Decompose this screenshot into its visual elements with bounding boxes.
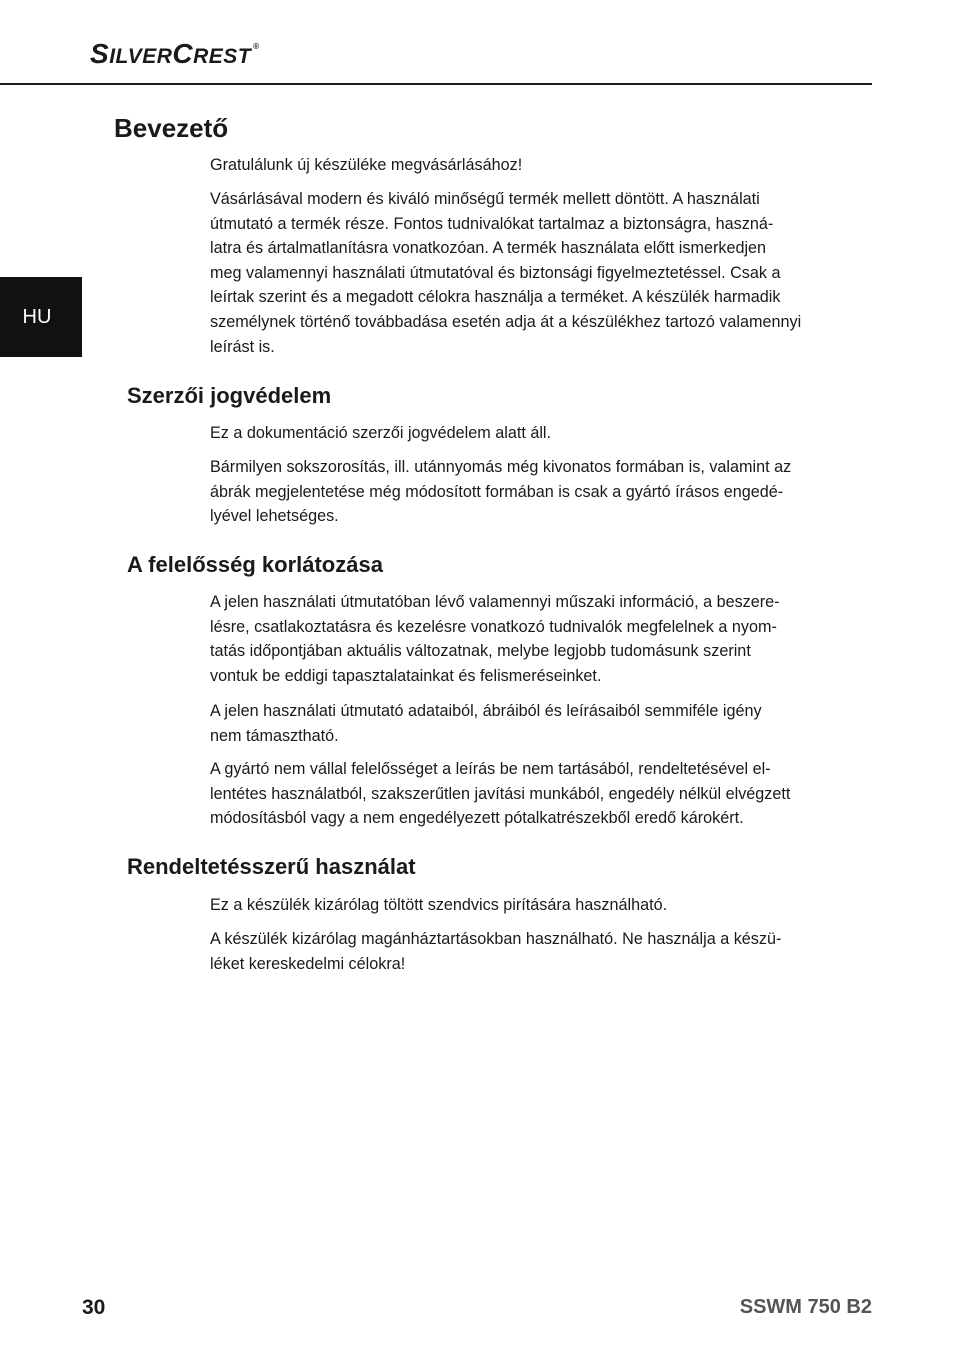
- text-line: Bármilyen sokszorosítás, ill. utánnyomás még kivonatos formában is, valamint az: [210, 458, 792, 476]
- text-line: A jelen használati útmutatóban lévő valamennyi műszaki információ, a beszere-: [210, 593, 780, 611]
- text-line: A jelen használati útmutató adataiból, ábráiból és leírásaiból semmiféle igény: [210, 702, 762, 720]
- language-tab: [0, 277, 82, 357]
- text-line: Ez a dokumentáció szerzői jogvédelem alatt áll.: [210, 424, 552, 442]
- page-number: 30: [82, 1296, 106, 1319]
- copyright-paragraph-1: [210, 421, 844, 446]
- section-title-liability: A felelősség korlátozása: [127, 552, 383, 577]
- text-line: leírtak szerint és a megadott célokra használja a terméket. A készülék harmadik: [210, 288, 781, 307]
- liability-paragraph-2: [210, 699, 844, 748]
- section-title-copyright: Szerzői jogvédelem: [127, 383, 332, 408]
- intro-paragraph-1: [210, 153, 844, 178]
- text-line: lésre, csatlakoztatásra és kezelésre vonatkozó tudnivalók megfelelnek a nyom-: [210, 617, 777, 636]
- logo-letter-s: S: [90, 38, 110, 69]
- text-line: személynek történő továbbadása esetén adja át a készülékhez tartozó valamennyi: [210, 312, 802, 331]
- text-line: léket kereskedelmi célokra!: [210, 954, 406, 973]
- text-line: meg valamennyi használati útmutatóval és biztonsági figyelmeztetéssel. Csak a: [210, 263, 781, 282]
- language-tab-label: HU: [22, 305, 52, 328]
- logo-rest: REST: [193, 45, 252, 68]
- model-number: SSWM 750 B2: [739, 1296, 872, 1318]
- text-line: A készülék kizárólag magánháztartásokban használható. Ne használja a készü-: [210, 930, 782, 948]
- text-line: Vásárlásával modern és kiváló minőségű termék mellett döntött. A használati: [210, 190, 760, 208]
- text-line: Gratulálunk új készüléke megvásárlásához!: [210, 156, 523, 174]
- text-line: vontuk be eddigi tapasztalatainkat és felismeréseinket.: [210, 666, 602, 685]
- liability-paragraph-3: [210, 757, 844, 831]
- text-line: A gyártó nem vállal felelősséget a leírás be nem tartásából, rendeltetésével el-: [210, 760, 771, 778]
- intended-use-paragraph-2: [210, 927, 844, 976]
- registered-mark: ®: [253, 42, 260, 51]
- text-line: ábrák megjelentetése még módosított formában is csak a gyártó írásos engedé-: [210, 482, 784, 501]
- logo-ilver: ILVER: [109, 45, 173, 68]
- section-title-intended-use: Rendeltetésszerű használat: [127, 854, 416, 879]
- text-line: Ez a készülék kizárólag töltött szendvics pirítására használható.: [210, 896, 668, 914]
- copyright-paragraph-2: [210, 455, 844, 529]
- text-line: lyével lehetséges.: [210, 507, 339, 526]
- logo-letter-c: C: [172, 38, 194, 69]
- text-line: nem támasztható.: [210, 726, 339, 745]
- header-divider: [0, 83, 872, 85]
- text-line: latra és ártalmatlanításra vonatkozóan. A termék használata előtt ismerkedjen: [210, 239, 767, 258]
- text-line: útmutató a termék része. Fontos tudnivalókat tartalmaz a biztonságra, haszná-: [210, 214, 774, 233]
- section-title-intro: Bevezető: [114, 113, 229, 143]
- liability-paragraph-1: [210, 590, 844, 688]
- text-line: lentétes használatból, szakszerűtlen javítási munkából, engedély nélkül elvégzett: [210, 784, 791, 803]
- brand-logo: [90, 38, 260, 70]
- text-line: módosításból vagy a nem engedélyezett pótalkatrészekből eredő károkért.: [210, 809, 744, 828]
- text-line: leírást is.: [210, 337, 275, 356]
- intended-use-paragraph-1: [210, 893, 844, 918]
- intro-paragraph-2: [210, 187, 844, 359]
- text-line: tatás időpontjában aktuális változatnak, melybe legjobb tudomásunk szerint: [210, 642, 751, 661]
